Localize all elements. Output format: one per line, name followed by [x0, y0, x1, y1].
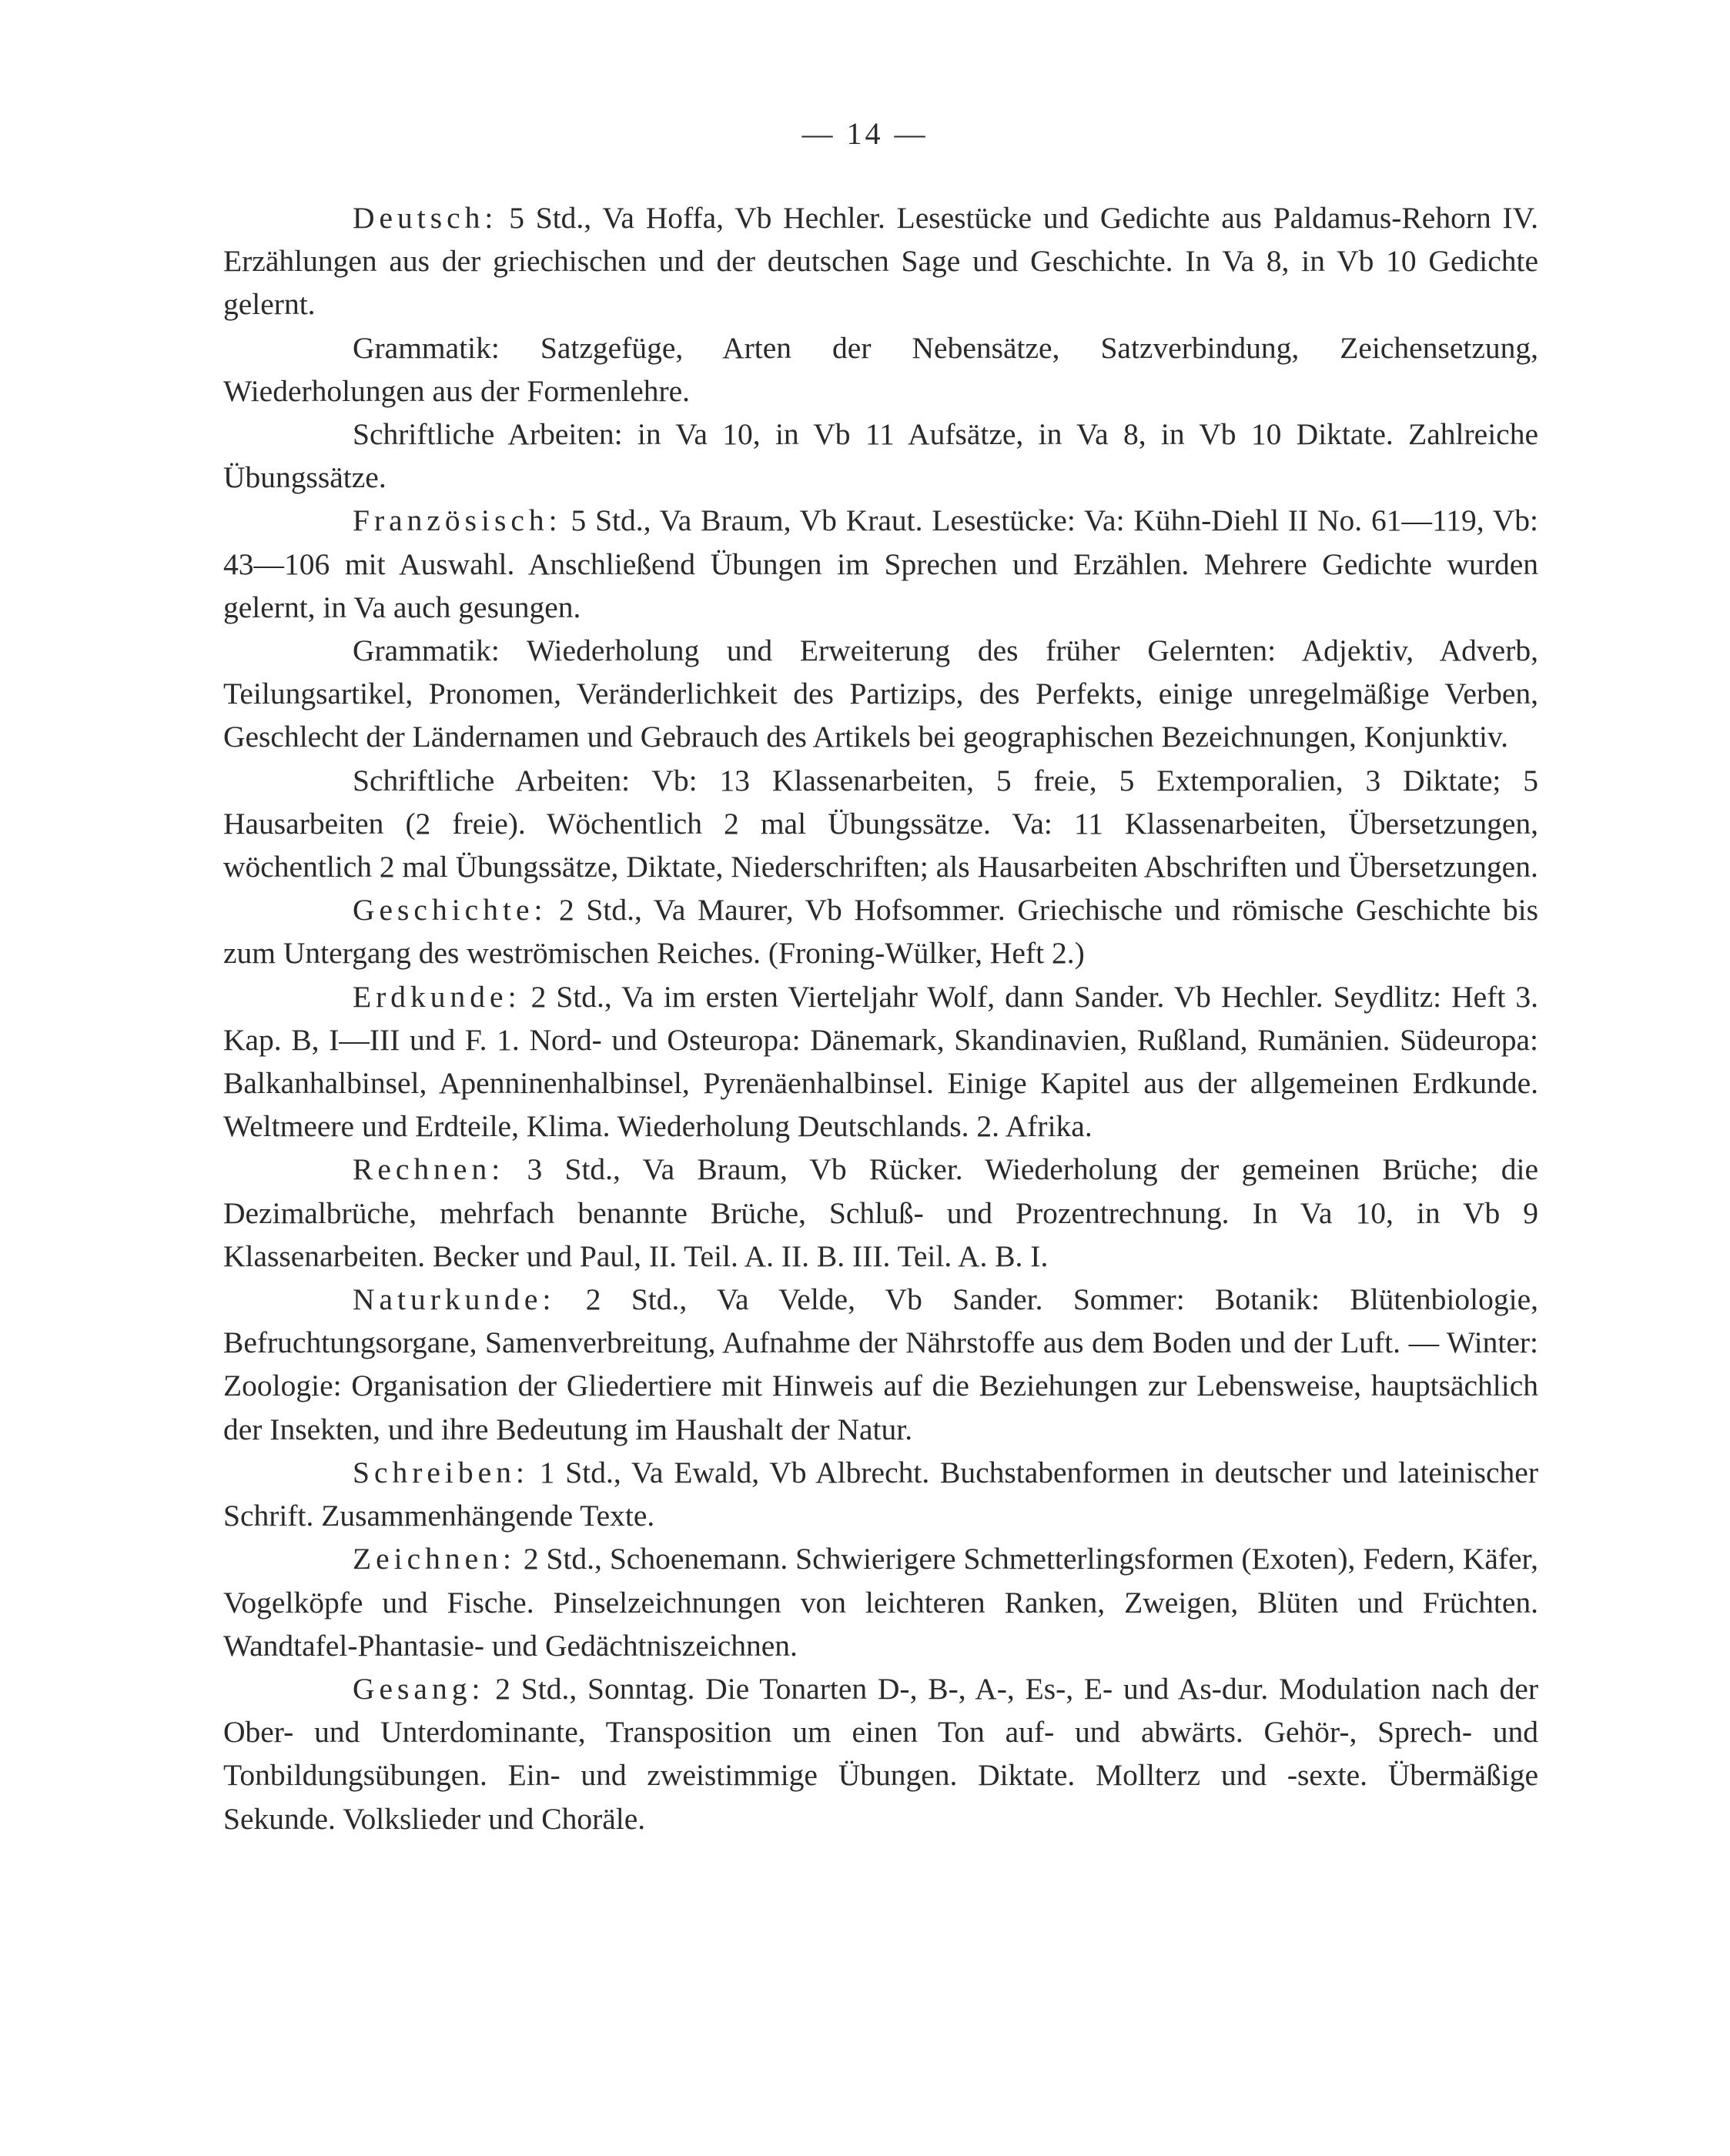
subject-heading: Rechnen: [353, 1152, 505, 1187]
paragraph-text: 5 Std., Va Braum, Vb Kraut. Lesestücke: Va: Kühn-Diehl II No. 61—119, Vb: 43—106 mit Auswahl. Anschließend Übungen im Sprechen und Erzählen. Mehrere Gedichte wurden gelernt, in Va auch gesungen. [223, 503, 1538, 624]
paragraph-deutsch-arbeiten [223, 413, 1538, 499]
paragraph-text: Grammatik: Wiederholung und Erweiterung des früher Gelernten: Adjektiv, Adverb, Teilungsartikel, Pronomen, Veränderlichkeit des Partizips, des Perfekts, einige unregelmäßige Verben, Geschlecht der Ländernamen und Gebrauch des Artikels bei geographischen Bezeichnungen, Konjunktiv. [223, 633, 1538, 754]
paragraph-text: 2 Std., Va Maurer, Vb Hofsommer. Griechische und römische Geschichte bis zum Untergang des weströmischen Reiches. (Froning-Wülker, Heft 2.) [223, 893, 1538, 971]
subject-heading: Schreiben: [353, 1455, 529, 1489]
subject-heading: Deutsch: [353, 201, 498, 235]
paragraph-zeichnen [223, 1537, 1538, 1667]
paragraph-text: Schriftliche Arbeiten: Vb: 13 Klassenarbeiten, 5 freie, 5 Extemporalien, 3 Diktate; 5 Hausarbeiten (2 freie). Wöchentlich 2 mal Übungssätze. Va: 11 Klassenarbeiten, Übersetzungen, wöchentlich 2 mal Übungssätze, Diktate, Niederschriften; als Hausarbeiten Abschriften und Übersetzungen. [223, 763, 1538, 884]
paragraph-deutsch-grammatik [223, 326, 1538, 413]
paragraph-text: 1 Std., Va Ewald, Vb Albrecht. Buchstabenformen in deutscher und lateinischer Schrift. Zusammenhängende Texte. [223, 1455, 1538, 1533]
page-number: — 14 — [801, 116, 929, 151]
paragraph-text: 3 Std., Va Braum, Vb Rücker. Wiederholung der gemeinen Brüche; die Dezimalbrüche, mehrfach benannte Brüche, Schluß- und Prozentrechnung. In Va 10, in Vb 9 Klassenarbeiten. Becker und Paul, II. Teil. A. II. B. III. Teil. A. B. I. [223, 1152, 1538, 1273]
subject-heading: Erdkunde: [353, 979, 521, 1014]
paragraph-text: 5 Std., Va Hoffa, Vb Hechler. Lesestücke und Gedichte aus Paldamus-Rehorn IV. Erzählungen aus der griechischen und der deutschen Sage und Geschichte. In Va 8, in Vb 10 Gedichte gelernt. [223, 201, 1538, 322]
paragraph-franzoesisch [223, 499, 1538, 629]
subject-heading: Zeichnen: [353, 1542, 516, 1576]
subject-heading: Naturkunde: [353, 1282, 556, 1317]
paragraph-geschichte [223, 888, 1538, 974]
paragraph-naturkunde [223, 1278, 1538, 1451]
paragraph-text: Grammatik: Satzgefüge, Arten der Nebensätze, Satzverbindung, Zeichensetzung, Wiederholungen aus der Formenlehre. [223, 330, 1538, 408]
paragraph-franzoesisch-grammatik [223, 629, 1538, 759]
subject-heading: Französisch: [353, 503, 562, 538]
paragraph-rechnen [223, 1148, 1538, 1278]
paragraph-text: 2 Std., Sonntag. Die Tonarten D-, B-, A-, Es-, E- und As-dur. Modulation nach der Ober- und Unterdominante, Transposition um einen Ton auf- und abwärts. Gehör-, Sprech- und Tonbildungsübungen. Ein- und zweistimmige Übungen. Diktate. Mollterz und -sexte. Übermäßige Sekunde. Volkslieder und Choräle. [223, 1671, 1538, 1836]
paragraph-text: 2 Std., Va im ersten Vierteljahr Wolf, dann Sander. Vb Hechler. Seydlitz: Heft 3. Kap. B, I—III und F. 1. Nord- und Osteuropa: Dänemark, Skandinavien, Rußland, Rumänien. Südeuropa: Balkanhalbinsel, Apenninenhalbinsel, Pyrenäenhalbinsel. Einige Kapitel aus der allgemeinen Erdkunde. Weltmeere und Erdteile, Klima. Wiederholung Deutschlands. 2. Afrika. [223, 979, 1538, 1144]
subject-heading: Geschichte: [353, 893, 547, 928]
paragraph-text: 2 Std., Va Velde, Vb Sander. Sommer: Botanik: Blütenbiologie, Befruchtungsorgane, Samenverbreitung, Aufnahme der Nährstoffe aus dem Boden und der Luft. — Winter: Zoologie: Organisation der Gliedertiere mit Hinweis auf die Beziehungen zur Lebensweise, hauptsächlich der Insekten, und ihre Bedeutung im Haushalt der Natur. [223, 1282, 1538, 1446]
paragraph-erdkunde [223, 975, 1538, 1148]
paragraph-schreiben [223, 1451, 1538, 1537]
paragraph-text: 2 Std., Schoenemann. Schwierigere Schmetterlingsformen (Exoten), Federn, Käfer, Vogelköpfe und Fische. Pinselzeichnungen von leichteren Ranken, Zweigen, Blüten und Früchten. Wandtafel-Phantasie- und Gedächtniszeichnen. [223, 1542, 1538, 1663]
document-body [223, 196, 1538, 1840]
subject-heading: Gesang: [353, 1671, 485, 1706]
paragraph-text: Schriftliche Arbeiten: in Va 10, in Vb 11 Aufsätze, in Va 8, in Vb 10 Diktate. Zahlreiche Übungssätze. [223, 417, 1538, 495]
paragraph-gesang [223, 1667, 1538, 1840]
paragraph-franzoesisch-arbeiten [223, 759, 1538, 889]
paragraph-deutsch [223, 196, 1538, 326]
